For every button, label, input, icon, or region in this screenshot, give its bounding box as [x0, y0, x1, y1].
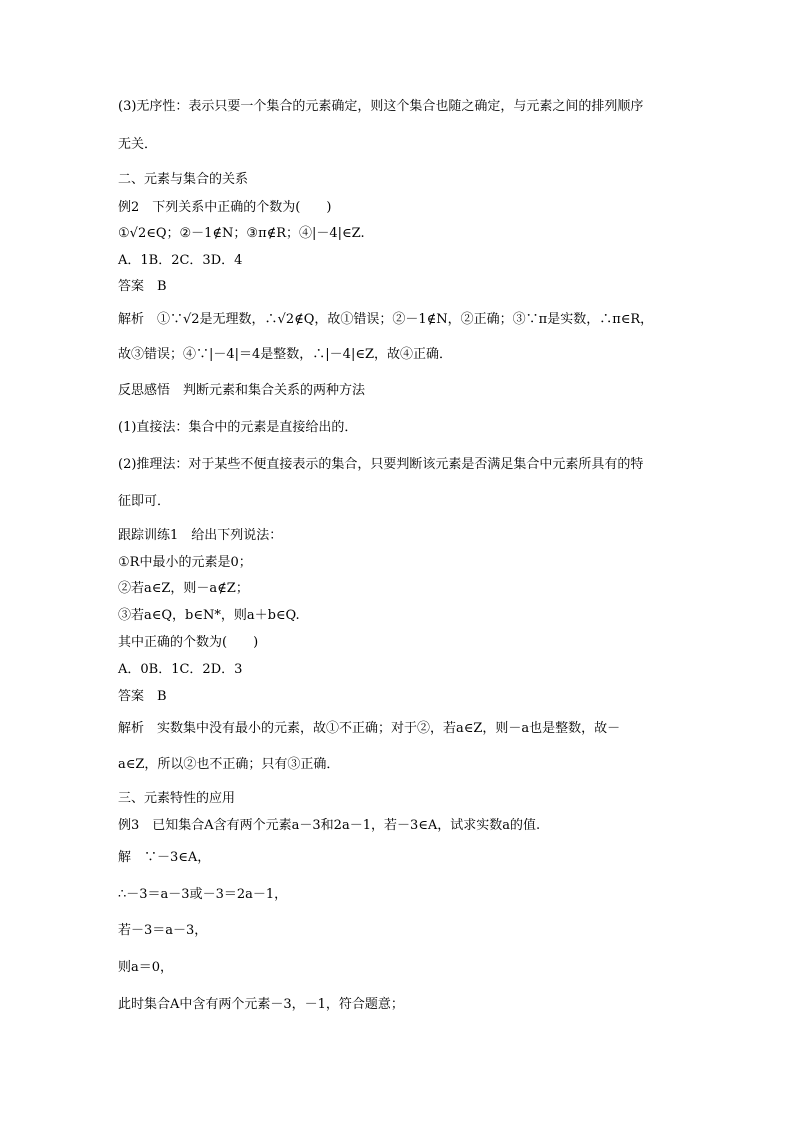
solution-line-2: ∴－3＝a－3或－3＝2a－1， — [118, 887, 288, 902]
example-3-question: 例3 已知集合A含有两个元素a－3和2a－1，若－3∈A，试求实数a的值. — [118, 818, 541, 833]
practice-1-answer: 答案 B — [118, 689, 167, 704]
example-2-analysis-cont: 故③错误；④∵|－4|＝4是整数，∴|－4|∈Z，故④正确． — [118, 347, 452, 362]
solution-line-4: 则a＝0， — [118, 960, 174, 975]
solution-line-5: 此时集合A中含有两个元素－3，－1，符合题意； — [118, 997, 404, 1012]
example-2-answer: 答案 B — [118, 279, 167, 294]
section-heading-3: 三、元素特性的应用 — [118, 791, 236, 806]
practice-1-item-2: ②若a∈Z，则－a∉Z； — [118, 581, 249, 596]
uniqueness-property-line: (3)无序性：表示只要一个集合的元素确定，则这个集合也随之确定，与元素之间的排列顺序 — [118, 99, 644, 114]
solution-line-1: 解 ∵－3∈A， — [118, 850, 211, 865]
example-2-items: ①√2∈Q；②－1∉N；③π∉R；④|－4|∈Z. — [118, 226, 365, 241]
method-inference: (2)推理法：对于某些不便直接表示的集合，只要判断该元素是否满足集合中元素所具有的特 — [118, 457, 644, 472]
example-2-options: A．1B．2C．3D．4 — [118, 253, 243, 268]
example-2-analysis: 解析 ①∵√2是无理数，∴√2∉Q，故①错误；②－1∉N，②正确；③∵π是实数，∴π∈R， — [118, 312, 654, 327]
practice-1-analysis: 解析 实数集中没有最小的元素，故①不正确；对于②，若a∈Z，则－a也是整数，故－ — [118, 721, 621, 736]
practice-1-question: 其中正确的个数为( ) — [118, 635, 259, 650]
practice-1-heading: 跟踪训练1 给出下列说法： — [118, 528, 283, 543]
practice-1-item-1: ①R中最小的元素是0； — [118, 555, 252, 570]
section-heading-2: 二、元素与集合的关系 — [118, 172, 249, 187]
practice-1-analysis-cont: a∈Z，所以②也不正确；只有③正确． — [118, 757, 340, 772]
practice-1-item-3: ③若a∈Q，b∈N*，则a＋b∈Q. — [118, 608, 300, 623]
solution-line-3: 若－3＝a－3， — [118, 923, 208, 938]
practice-1-options: A．0B．1C．2D．3 — [118, 662, 243, 677]
uniqueness-property-line-cont: 无关． — [118, 137, 158, 152]
method-inference-cont: 征即可． — [118, 494, 171, 509]
method-direct: (1)直接法：集合中的元素是直接给出的． — [118, 420, 358, 435]
reflection-heading: 反思感悟 判断元素和集合关系的两种方法 — [118, 383, 366, 398]
example-2-question: 例2 下列关系中正确的个数为( ) — [118, 200, 332, 215]
